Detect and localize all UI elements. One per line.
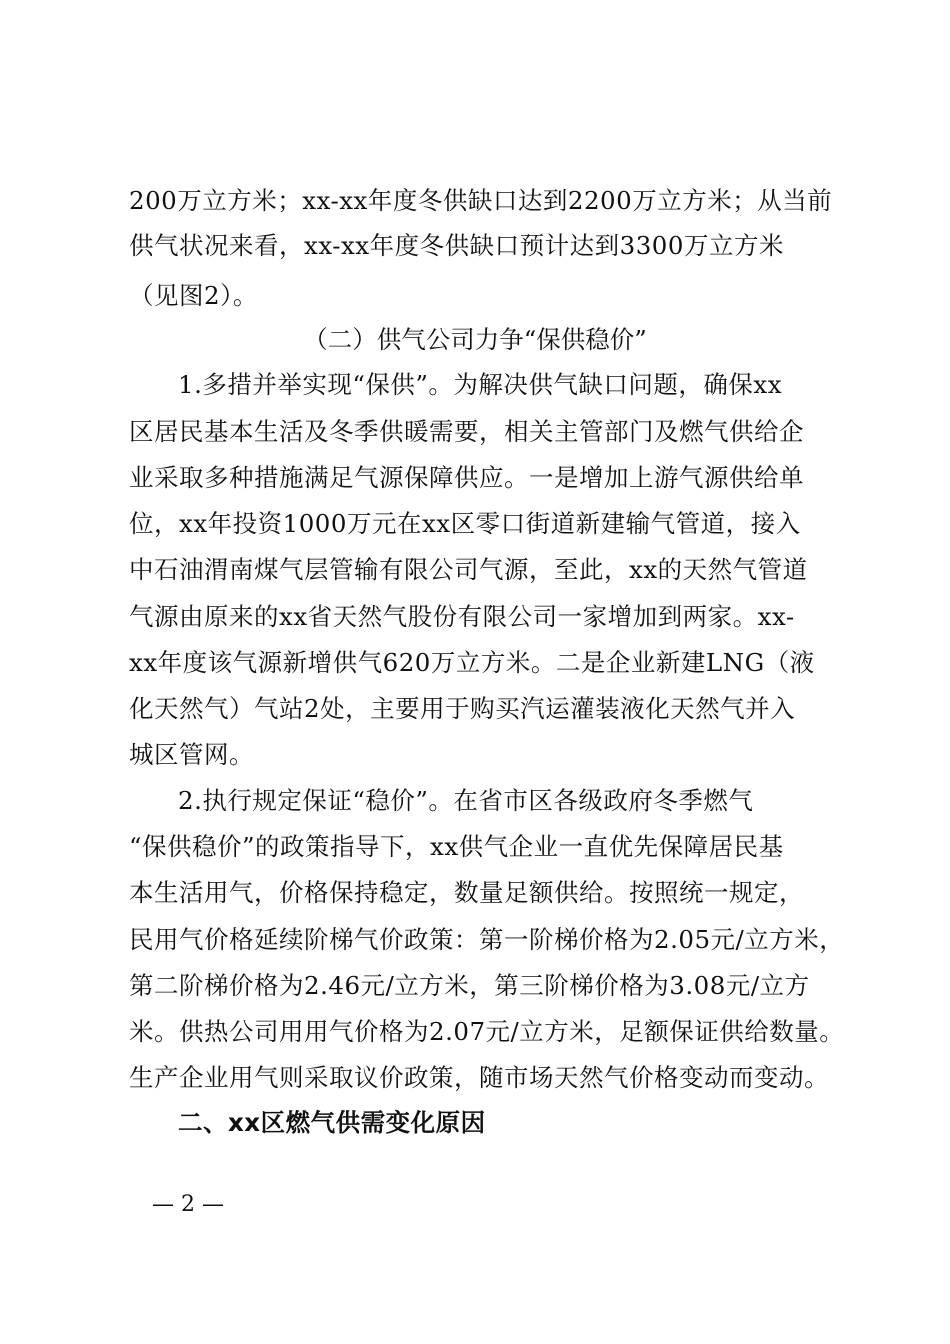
paragraph-line: 化天然气）气站2处，主要用于购买汽运灌装液化天然气并入 xyxy=(129,694,796,723)
paragraph-line: 区居民基本生活及冬季供暖需要，相关主管部门及燃气供给企 xyxy=(129,417,804,446)
paragraph-line: 气源由原来的xx省天然气股份有限公司一家增加到两家。xx- xyxy=(129,602,795,631)
paragraph-line: 城区管网。 xyxy=(129,740,254,769)
chapter-heading: 二、xx区燃气供需变化原因 xyxy=(178,1108,486,1137)
paragraph-line: 中石油渭南煤气层管输有限公司气源，至此，xx的天然气管道 xyxy=(129,555,808,584)
paragraph-line: xx年度该气源新增供气620万立方米。二是企业新建LNG（液 xyxy=(129,648,815,677)
paragraph-line: 业采取多种措施满足气源保障供应。一是增加上游气源供给单 xyxy=(129,463,804,492)
page-number: — 2 — xyxy=(152,1192,224,1217)
paragraph-line: 生产企业用气则采取议价政策，随市场天然气价格变动而变动。 xyxy=(129,1063,829,1092)
paragraph-line: “保供稳价”的政策指导下，xx供气企业一直优先保障居民基 xyxy=(129,832,784,861)
paragraph-line: 2.执行规定保证“稳价”。在省市区各级政府冬季燃气 xyxy=(178,786,754,815)
paragraph-line: 米。供热公司用用气价格为2.07元/立方米，足额保证供给数量。 xyxy=(129,1017,845,1046)
paragraph-line: 本生活用气，价格保持稳定，数量足额供给。按照统一规定， xyxy=(129,878,804,907)
text-line: （见图2）。 xyxy=(129,281,258,310)
paragraph-line: 1.多措并举实现“保供”。为解决供气缺口问题，确保xx xyxy=(178,370,783,399)
section-heading: （二）供气公司力争“保供稳价” xyxy=(303,325,647,354)
paragraph-line: 位，xx年投资1000万元在xx区零口街道新建输气管道，接入 xyxy=(129,509,801,538)
paragraph-line: 第二阶梯价格为2.46元/立方米，第三阶梯价格为3.08元/立方 xyxy=(129,971,810,1000)
text-line: 200万立方米；xx-xx年度冬供缺口达到2200万立方米；从当前 xyxy=(129,186,833,215)
text-line: 供气状况来看，xx-xx年度冬供缺口预计达到3300万立方米 xyxy=(129,231,784,260)
paragraph-line: 民用气价格延续阶梯气价政策：第一阶梯价格为2.05元/立方米， xyxy=(129,925,845,954)
